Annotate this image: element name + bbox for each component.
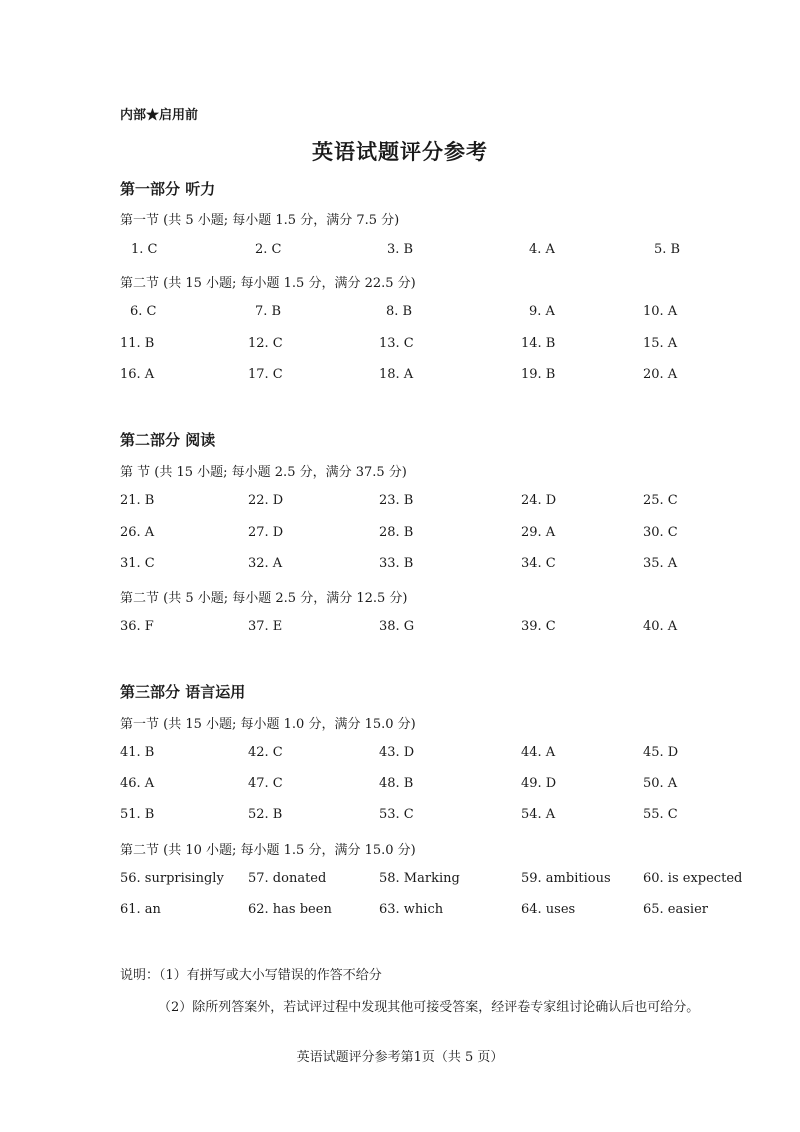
answer-item: 56. surprisingly — [120, 871, 224, 886]
answer-item: 40. A — [643, 619, 678, 634]
page-footer: 英语试题评分参考第1页（共 5 页） — [296, 1050, 504, 1065]
answer-item: 61. an — [120, 902, 161, 917]
answer-item: 29. A — [521, 525, 556, 540]
answer-item: 9. A — [529, 304, 555, 319]
answer-item: 22. D — [248, 493, 284, 508]
answer-item: 63. which — [379, 902, 444, 917]
answer-row — [0, 367, 800, 385]
answer-item: 12. C — [248, 336, 283, 351]
part-heading-language-use: 第三部分 语言运用 — [120, 683, 246, 701]
answer-item: 20. A — [643, 367, 678, 382]
answer-item: 19. B — [521, 367, 556, 382]
answer-item: 4. A — [529, 242, 555, 257]
answer-row — [0, 304, 800, 322]
answer-row — [0, 745, 800, 763]
answer-item: 35. A — [643, 556, 678, 571]
answer-item: 6. C — [130, 304, 157, 319]
answer-item: 11. B — [120, 336, 155, 351]
page-title: 英语试题评分参考 — [312, 139, 488, 164]
answer-item: 28. B — [379, 525, 414, 540]
answer-item: 3. B — [387, 242, 414, 257]
answer-item: 27. D — [248, 525, 284, 540]
answer-row — [0, 807, 800, 825]
answer-item: 51. B — [120, 807, 155, 822]
answer-item: 38. G — [379, 619, 415, 634]
answer-item: 50. A — [643, 776, 678, 791]
section-note: 第二节 (共 10 小题; 每小题 1.5 分，满分 15.0 分) — [120, 843, 416, 858]
answer-item: 41. B — [120, 745, 155, 760]
answer-item: 39. C — [521, 619, 556, 634]
part-heading-listening: 第一部分 听力 — [120, 180, 216, 198]
answer-row — [0, 336, 800, 354]
answer-row — [0, 493, 800, 511]
answer-item: 53. C — [379, 807, 414, 822]
answer-row — [0, 525, 800, 543]
answer-item: 5. B — [654, 242, 681, 257]
answer-item: 58. Marking — [379, 871, 460, 886]
answer-item: 45. D — [643, 745, 679, 760]
section-note: 第二节 (共 15 小题; 每小题 1.5 分，满分 22.5 分) — [120, 276, 416, 291]
answer-item: 52. B — [248, 807, 283, 822]
answer-item: 30. C — [643, 525, 678, 540]
answer-item: 42. C — [248, 745, 283, 760]
answer-item: 43. D — [379, 745, 415, 760]
section-note: 第二节 (共 5 小题; 每小题 2.5 分，满分 12.5 分) — [120, 591, 408, 606]
section-note: 第一节 (共 5 小题; 每小题 1.5 分，满分 7.5 分) — [120, 213, 400, 228]
answer-item: 65. easier — [643, 902, 708, 917]
answer-item: 57. donated — [248, 871, 327, 886]
answer-item: 21. B — [120, 493, 155, 508]
answer-item: 48. B — [379, 776, 414, 791]
answer-item: 8. B — [386, 304, 413, 319]
answer-item: 1. C — [131, 242, 158, 257]
answer-item: 25. C — [643, 493, 678, 508]
answer-item: 14. B — [521, 336, 556, 351]
answer-item: 36. F — [120, 619, 154, 634]
answer-item: 47. C — [248, 776, 283, 791]
answer-row — [0, 242, 800, 260]
confidential-label: 内部★启用前 — [120, 108, 199, 123]
answer-item: 15. A — [643, 336, 678, 351]
answer-item: 55. C — [643, 807, 678, 822]
answer-item: 62. has been — [248, 902, 332, 917]
section-note: 第一节 (共 15 小题; 每小题 1.0 分，满分 15.0 分) — [120, 717, 416, 732]
answer-item: 31. C — [120, 556, 155, 571]
answer-row — [0, 871, 800, 889]
answer-item: 26. A — [120, 525, 155, 540]
answer-item: 32. A — [248, 556, 283, 571]
answer-item: 2. C — [255, 242, 282, 257]
part-heading-reading: 第二部分 阅读 — [120, 431, 216, 449]
answer-item: 10. A — [643, 304, 678, 319]
section-note: 第 节 (共 15 小题; 每小题 2.5 分，满分 37.5 分) — [120, 465, 407, 480]
answer-item: 49. D — [521, 776, 557, 791]
scoring-note: （2）除所列答案外，若试评过程中发现其他可接受答案，经评卷专家组讨论确认后也可给分。 — [158, 1000, 700, 1015]
answer-item: 46. A — [120, 776, 155, 791]
answer-item: 60. is expected — [643, 871, 743, 886]
answer-row — [0, 902, 800, 920]
answer-item: 34. C — [521, 556, 556, 571]
answer-item: 23. B — [379, 493, 414, 508]
answer-item: 54. A — [521, 807, 556, 822]
answer-row — [0, 556, 800, 574]
answer-item: 37. E — [248, 619, 283, 634]
answer-item: 13. C — [379, 336, 414, 351]
answer-row — [0, 776, 800, 794]
answer-row — [0, 619, 800, 637]
answer-item: 17. C — [248, 367, 283, 382]
answer-item: 44. A — [521, 745, 556, 760]
answer-item: 64. uses — [521, 902, 576, 917]
answer-item: 33. B — [379, 556, 414, 571]
answer-item: 18. A — [379, 367, 414, 382]
scoring-note: 说明：（1）有拼写或大小写错误的作答不给分 — [120, 968, 382, 983]
answer-item: 59. ambitious — [521, 871, 611, 886]
answer-item: 16. A — [120, 367, 155, 382]
answer-item: 24. D — [521, 493, 557, 508]
answer-item: 7. B — [255, 304, 282, 319]
